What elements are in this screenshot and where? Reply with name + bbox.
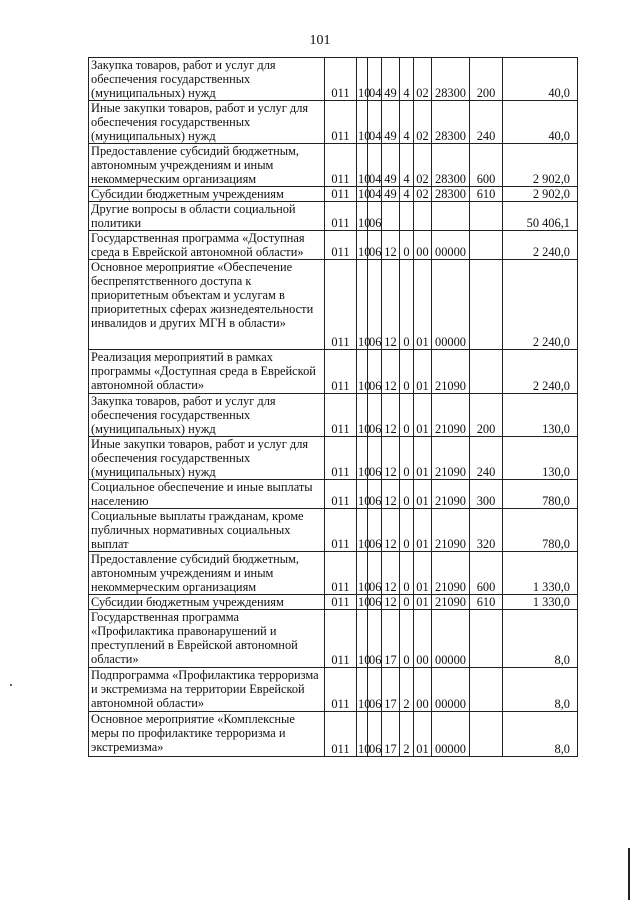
section-code: 10 xyxy=(357,202,368,231)
activity-code: 01 xyxy=(414,480,432,509)
table-row xyxy=(89,260,578,350)
direction-code: 21090 xyxy=(432,552,470,595)
ministry-code: 011 xyxy=(325,595,357,610)
subprogram-code: 4 xyxy=(400,187,414,202)
section-code: 10 xyxy=(357,480,368,509)
table-row xyxy=(89,202,578,231)
section-code: 10 xyxy=(357,394,368,437)
subsection-code: 06 xyxy=(368,480,382,509)
row-description: Государственная программа «Профилактика правонарушений и преступлений в Еврейской автономной области» xyxy=(89,610,325,668)
activity-code: 01 xyxy=(414,394,432,437)
section-code: 10 xyxy=(357,437,368,480)
amount: 40,0 xyxy=(503,58,578,101)
activity-code: 01 xyxy=(414,437,432,480)
direction-code: 00000 xyxy=(432,610,470,668)
subsection-code: 06 xyxy=(368,437,382,480)
expense-type-code: 240 xyxy=(470,101,503,144)
table-row xyxy=(89,712,578,757)
row-description: Социальные выплаты гражданам, кроме публичных нормативных социальных выплат xyxy=(89,509,325,552)
section-code: 10 xyxy=(357,231,368,260)
direction-code: 28300 xyxy=(432,58,470,101)
amount: 1 330,0 xyxy=(503,552,578,595)
program-code: 49 xyxy=(382,58,400,101)
table-row xyxy=(89,144,578,187)
subprogram-code: 0 xyxy=(400,595,414,610)
table-row xyxy=(89,231,578,260)
amount: 8,0 xyxy=(503,668,578,712)
scan-mark-dot xyxy=(10,684,12,686)
program-code: 49 xyxy=(382,144,400,187)
amount: 2 902,0 xyxy=(503,187,578,202)
expense-type-code xyxy=(470,350,503,394)
table-row xyxy=(89,595,578,610)
ministry-code: 011 xyxy=(325,101,357,144)
subprogram-code: 0 xyxy=(400,350,414,394)
activity-code: 01 xyxy=(414,552,432,595)
row-description: Другие вопросы в области социальной политики xyxy=(89,202,325,231)
program-code: 49 xyxy=(382,187,400,202)
table-row xyxy=(89,187,578,202)
subsection-code: 06 xyxy=(368,610,382,668)
direction-code: 21090 xyxy=(432,480,470,509)
direction-code: 28300 xyxy=(432,187,470,202)
ministry-code: 011 xyxy=(325,350,357,394)
subprogram-code: 2 xyxy=(400,668,414,712)
direction-code: 21090 xyxy=(432,437,470,480)
direction-code: 28300 xyxy=(432,101,470,144)
expense-type-code xyxy=(470,668,503,712)
direction-code: 00000 xyxy=(432,260,470,350)
program-code: 12 xyxy=(382,552,400,595)
section-code: 10 xyxy=(357,350,368,394)
ministry-code: 011 xyxy=(325,480,357,509)
expense-type-code: 200 xyxy=(470,394,503,437)
table-row xyxy=(89,552,578,595)
expense-type-code: 610 xyxy=(470,187,503,202)
table-row xyxy=(89,610,578,668)
expense-type-code: 600 xyxy=(470,552,503,595)
subprogram-code: 2 xyxy=(400,712,414,757)
table-row xyxy=(89,437,578,480)
expense-type-code: 200 xyxy=(470,58,503,101)
row-description: Государственная программа «Доступная среда в Еврейской автономной области» xyxy=(89,231,325,260)
expense-type-code: 320 xyxy=(470,509,503,552)
row-description: Подпрограмма «Профилактика терроризма и экстремизма на территории Еврейской автономной области» xyxy=(89,668,325,712)
subsection-code: 06 xyxy=(368,202,382,231)
row-description: Предоставление субсидий бюджетным, автономным учреждениям и иным некоммерческим организациям xyxy=(89,552,325,595)
direction-code: 21090 xyxy=(432,509,470,552)
activity-code: 02 xyxy=(414,187,432,202)
subsection-code: 06 xyxy=(368,350,382,394)
program-code: 12 xyxy=(382,437,400,480)
program-code: 49 xyxy=(382,101,400,144)
ministry-code: 011 xyxy=(325,394,357,437)
activity-code: 00 xyxy=(414,610,432,668)
row-description: Иные закупки товаров, работ и услуг для обеспечения государственных (муниципальных) нужд xyxy=(89,437,325,480)
ministry-code: 011 xyxy=(325,144,357,187)
activity-code xyxy=(414,202,432,231)
section-code: 10 xyxy=(358,595,371,609)
table-row xyxy=(89,58,578,101)
subprogram-code: 0 xyxy=(400,552,414,595)
table-row xyxy=(89,480,578,509)
expense-type-code xyxy=(470,202,503,231)
section-code: 10 xyxy=(357,668,368,712)
amount: 2 240,0 xyxy=(503,260,578,350)
direction-code: 21090 xyxy=(432,394,470,437)
expense-type-code xyxy=(470,610,503,668)
row-description: Основное мероприятие «Обеспечение беспрепятственного доступа к приоритетным объектам и услугам в приоритетных сферах жизнедеятельности инвалидов и других МГН в области» xyxy=(89,260,325,350)
ministry-code: 011 xyxy=(325,187,357,202)
row-description: Субсидии бюджетным учреждениям xyxy=(89,187,325,202)
table-row xyxy=(89,350,578,394)
ministry-code: 011 xyxy=(325,58,357,101)
ministry-code: 011 xyxy=(325,552,357,595)
subsection-code: 04 xyxy=(368,144,382,187)
subprogram-code: 4 xyxy=(400,58,414,101)
subprogram-code: 0 xyxy=(400,437,414,480)
activity-code: 02 xyxy=(414,101,432,144)
activity-code: 02 xyxy=(414,58,432,101)
subsection-code: 06 xyxy=(368,260,382,350)
subprogram-code: 4 xyxy=(400,144,414,187)
ministry-code: 011 xyxy=(325,260,357,350)
subsection-code: 06 xyxy=(368,668,382,712)
expense-type-code: 610 xyxy=(470,595,503,610)
activity-code: 00 xyxy=(414,668,432,712)
expense-type-code: 300 xyxy=(470,480,503,509)
amount: 8,0 xyxy=(503,610,578,668)
program-code xyxy=(382,202,400,231)
table-row xyxy=(89,394,578,437)
amount: 130,0 xyxy=(503,394,578,437)
row-description: Закупка товаров, работ и услуг для обеспечения государственных (муниципальных) нужд xyxy=(89,58,325,101)
program-code: 12 xyxy=(382,260,400,350)
table-row xyxy=(89,509,578,552)
subprogram-code: 0 xyxy=(400,509,414,552)
subprogram-code: 0 xyxy=(400,231,414,260)
subprogram-code: 4 xyxy=(400,101,414,144)
direction-code: 00000 xyxy=(432,668,470,712)
section-code: 10 xyxy=(357,509,368,552)
subprogram-code: 0 xyxy=(400,260,414,350)
program-code: 17 xyxy=(382,610,400,668)
row-description: Социальное обеспечение и иные выплаты населению xyxy=(89,480,325,509)
subsection-code: 06 xyxy=(369,595,382,609)
table-row xyxy=(89,668,578,712)
ministry-code: 011 xyxy=(325,509,357,552)
subsection-code: 04 xyxy=(368,101,382,144)
subprogram-code: 0 xyxy=(400,480,414,509)
amount: 130,0 xyxy=(503,437,578,480)
ministry-code: 011 xyxy=(325,668,357,712)
row-description: Субсидии бюджетным учреждениям xyxy=(89,595,325,610)
program-code: 12 xyxy=(382,350,400,394)
section-code: 10 xyxy=(357,144,368,187)
subprogram-code: 0 xyxy=(400,394,414,437)
section-code: 10 xyxy=(357,58,368,101)
ministry-code: 011 xyxy=(325,712,357,757)
scan-mark-line xyxy=(628,848,630,900)
section-code: 10 xyxy=(357,101,368,144)
amount: 780,0 xyxy=(503,509,578,552)
direction-code: 21090 xyxy=(432,350,470,394)
subsection-code: 06 xyxy=(368,231,382,260)
subprogram-code: 0 xyxy=(400,610,414,668)
subsection-code: 06 xyxy=(368,712,382,757)
section-code: 10 xyxy=(357,610,368,668)
row-description: Иные закупки товаров, работ и услуг для обеспечения государственных (муниципальных) нужд xyxy=(89,101,325,144)
subsection-code: 04 xyxy=(368,58,382,101)
expense-type-code: 240 xyxy=(470,437,503,480)
subsection-code: 06 xyxy=(368,394,382,437)
row-description: Закупка товаров, работ и услуг для обеспечения государственных (муниципальных) нужд xyxy=(89,394,325,437)
amount: 780,0 xyxy=(503,480,578,509)
direction-code: 21090 xyxy=(432,595,470,610)
activity-code: 01 xyxy=(414,260,432,350)
program-code: 12 xyxy=(382,509,400,552)
subsection-code: 06 xyxy=(368,509,382,552)
amount: 40,0 xyxy=(503,101,578,144)
direction-code: 28300 xyxy=(432,144,470,187)
subprogram-code xyxy=(400,202,414,231)
section-code: 10 xyxy=(357,260,368,350)
amount: 50 406,1 xyxy=(503,202,578,231)
activity-code: 01 xyxy=(414,595,432,610)
row-description: Основное мероприятие «Комплексные меры по профилактике терроризма и экстремизма» xyxy=(89,712,325,757)
ministry-code: 011 xyxy=(325,437,357,480)
direction-code: 00000 xyxy=(432,712,470,757)
program-code: 17 xyxy=(382,712,400,757)
activity-code: 01 xyxy=(414,350,432,394)
page-number: 101 xyxy=(309,33,331,48)
activity-code: 02 xyxy=(414,144,432,187)
section-code: 10 xyxy=(357,552,368,595)
activity-code: 01 xyxy=(414,712,432,757)
expense-type-code xyxy=(470,712,503,757)
amount: 1 330,0 xyxy=(503,595,578,610)
program-code: 12 xyxy=(382,480,400,509)
ministry-code: 011 xyxy=(325,202,357,231)
expense-type-code: 600 xyxy=(470,144,503,187)
amount: 2 902,0 xyxy=(503,144,578,187)
row-description: Предоставление субсидий бюджетным, автономным учреждениям и иным некоммерческим организациям xyxy=(89,144,325,187)
expense-type-code xyxy=(470,260,503,350)
ministry-code: 011 xyxy=(325,610,357,668)
amount: 8,0 xyxy=(503,712,578,757)
expense-type-code xyxy=(470,231,503,260)
direction-code: 00000 xyxy=(432,231,470,260)
direction-code xyxy=(432,202,470,231)
subsection-code: 06 xyxy=(368,552,382,595)
section-code: 10 xyxy=(358,187,371,201)
budget-table xyxy=(88,57,578,757)
program-code: 12 xyxy=(382,231,400,260)
program-code: 12 xyxy=(382,394,400,437)
amount: 2 240,0 xyxy=(503,231,578,260)
activity-code: 01 xyxy=(414,509,432,552)
ministry-code: 011 xyxy=(325,231,357,260)
program-code: 12 xyxy=(382,595,400,610)
amount: 2 240,0 xyxy=(503,350,578,394)
section-code: 10 xyxy=(357,712,368,757)
table-row xyxy=(89,101,578,144)
program-code: 17 xyxy=(382,668,400,712)
row-description: Реализация мероприятий в рамках программы «Доступная среда в Еврейской автономной области» xyxy=(89,350,325,394)
subsection-code: 04 xyxy=(369,187,382,201)
activity-code: 00 xyxy=(414,231,432,260)
